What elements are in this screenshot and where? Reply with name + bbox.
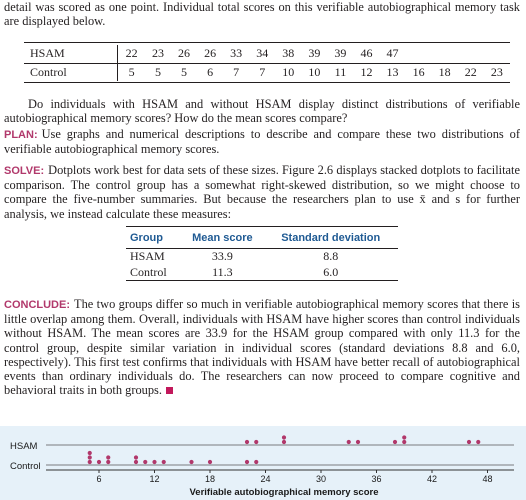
dotplot-x-tick-label: 18 bbox=[204, 474, 216, 484]
summary-cell-sd: 6.0 bbox=[323, 264, 339, 279]
intro-text: detail was scored as one point. Individual total scores on this verifiable autobiographical memory task are displayed below. bbox=[4, 0, 520, 29]
dotplot-point bbox=[282, 435, 286, 439]
scores-table-cell: 5 bbox=[154, 64, 161, 79]
scores-table-cell: 33 bbox=[223, 45, 249, 63]
summary-header-sd: Standard deviation bbox=[263, 228, 398, 249]
plan-paragraph bbox=[4, 127, 520, 156]
dotplot-point bbox=[88, 451, 92, 455]
dotplot-point bbox=[245, 460, 249, 464]
conclude-text: The two groups differ so much in verifiable autobiographical memory scores that there is little overlap among them. Overall, individuals with HSAM have higher scores than control individuals without HSAM. The mean scores are 33.9 for the HSAM group compared with only 11.3 for the control group, despite similar variation in individual scores (standard deviations 8.8 and 6.0, respectively). This first test confirms that individuals with HSAM have better recall of autobiographical events than ordinary individuals do. The researchers can now proceed to compare cognitive and behavioral traits in both groups. bbox=[4, 297, 520, 398]
plan-label: PLAN: bbox=[4, 129, 38, 141]
dotplot-point bbox=[356, 440, 360, 444]
scores-table-row-label: Control bbox=[24, 63, 118, 81]
scores-table-cell bbox=[484, 45, 510, 63]
scores-table-cell: 26 bbox=[171, 45, 197, 63]
summary-cell-mean: 33.9 bbox=[211, 249, 233, 264]
dotplot-point bbox=[189, 460, 193, 464]
scores-table-cell: 39 bbox=[327, 45, 353, 63]
plan-text: Use graphs and numerical descriptions to describe and compare these two distributions of verifiable autobiographical memory scores. bbox=[4, 127, 520, 157]
dotplot-x-tick-label: 24 bbox=[260, 474, 271, 484]
dotplot-row-label: HSAM bbox=[10, 441, 38, 452]
scores-table-cell: 6 bbox=[207, 64, 214, 79]
dotplot-x-axis-label: Verifiable autobiographical memory score bbox=[189, 487, 379, 498]
scores-table-cell: 7 bbox=[233, 64, 240, 79]
scores-table-cell: 5 bbox=[128, 64, 135, 79]
summary-cell-group: Control bbox=[130, 264, 167, 279]
dotplot-point bbox=[106, 455, 110, 459]
scores-table-cell: 46 bbox=[353, 45, 379, 63]
scores-table-cell: 10 bbox=[282, 64, 295, 79]
scores-table-cell: 10 bbox=[308, 64, 321, 79]
solve-text: Dotplots work best for data sets of these sizes. Figure 2.6 displays stacked dotplots to facilitate comparison. The control group has a somewhat right-skewed distribution, so we might choose to compare the five-number summaries. But because the researchers plan to use x̄ and s for further analysis, we instead calculate these measures: bbox=[4, 163, 520, 221]
scores-table-cell: 34 bbox=[249, 45, 275, 63]
dotplot-point bbox=[393, 440, 397, 444]
dotplot-point bbox=[282, 440, 286, 444]
scores-table-cell: 22 bbox=[464, 64, 477, 79]
dotplot-point bbox=[402, 435, 406, 439]
dotplot-point bbox=[208, 460, 212, 464]
dotplot-x-tick-label: 42 bbox=[426, 474, 438, 484]
solve-label: SOLVE: bbox=[4, 165, 45, 177]
dotplot-point bbox=[402, 440, 406, 444]
scores-table-cell: 5 bbox=[181, 64, 188, 79]
scores-table-cell: 11 bbox=[334, 64, 347, 79]
summary-cell-mean: 11.3 bbox=[212, 264, 233, 279]
dotplot-point bbox=[134, 460, 138, 464]
dotplot-x-tick-label: 36 bbox=[371, 474, 382, 484]
summary-header-mean: Mean score bbox=[181, 228, 263, 249]
scores-table-cell: 22 bbox=[118, 45, 145, 63]
summary-cell-group: HSAM bbox=[130, 249, 165, 264]
intro-paragraph bbox=[4, 0, 520, 28]
dotplot-x-tick-label: 12 bbox=[149, 474, 160, 484]
summary-cell-sd: 8.8 bbox=[323, 249, 339, 264]
dotplot-point bbox=[88, 455, 92, 459]
scores-table-cell: 7 bbox=[259, 64, 266, 79]
dotplot-point bbox=[88, 460, 92, 464]
dotplot-point bbox=[347, 440, 351, 444]
scores-table-cell bbox=[458, 45, 484, 63]
dotplot-point bbox=[476, 440, 480, 444]
scores-table-row bbox=[24, 45, 510, 63]
summary-row bbox=[126, 265, 398, 280]
dotplot-chart bbox=[0, 426, 526, 500]
dotplot-point bbox=[152, 460, 156, 464]
scores-table bbox=[24, 45, 510, 81]
scores-table-cell: 38 bbox=[275, 45, 301, 63]
dotplot-point bbox=[97, 460, 101, 464]
scores-table-cell: 13 bbox=[386, 64, 399, 79]
summary-row bbox=[126, 249, 398, 265]
dotplot-point bbox=[162, 460, 166, 464]
scores-table-cell: 47 bbox=[380, 45, 406, 63]
conclude-paragraph bbox=[4, 297, 520, 397]
dotplot-x-tick-label: 30 bbox=[315, 474, 327, 484]
summary-header-group: Group bbox=[126, 228, 181, 249]
dotplot-point bbox=[134, 455, 138, 459]
dotplot-point bbox=[467, 440, 471, 444]
scores-table-cell: 23 bbox=[145, 45, 171, 63]
scores-table-cell: 26 bbox=[197, 45, 223, 63]
scores-table-cell: 18 bbox=[438, 64, 451, 79]
scores-table-row bbox=[24, 63, 510, 81]
dotplot-x-tick-label: 6 bbox=[96, 474, 102, 484]
dotplot-point bbox=[254, 440, 258, 444]
conclude-label: CONCLUDE: bbox=[4, 299, 70, 311]
scores-table-cell: 23 bbox=[490, 64, 503, 79]
dotplot-point bbox=[106, 460, 110, 464]
dotplot-point bbox=[245, 440, 249, 444]
question-text: Do individuals with HSAM and without HSAM display distinct distributions of verifiable autobiographical memory scores? How do the mean scores compare? bbox=[4, 97, 520, 126]
question-paragraph bbox=[4, 97, 520, 125]
scores-table-cell: 16 bbox=[412, 64, 425, 79]
scores-table-cell: 12 bbox=[360, 64, 373, 79]
scores-table-row-label: HSAM bbox=[24, 45, 118, 63]
dotplot-x-tick-label: 48 bbox=[482, 474, 493, 484]
scores-table-cell bbox=[406, 45, 432, 63]
dotplot-point bbox=[254, 460, 258, 464]
solve-paragraph bbox=[4, 163, 520, 221]
dotplot-point bbox=[143, 460, 147, 464]
scores-table-cell bbox=[432, 45, 458, 63]
scores-table-cell: 39 bbox=[301, 45, 327, 63]
dotplot-row-label: Control bbox=[10, 461, 41, 472]
end-of-example-square-icon bbox=[166, 387, 173, 394]
summary-table bbox=[126, 228, 398, 280]
